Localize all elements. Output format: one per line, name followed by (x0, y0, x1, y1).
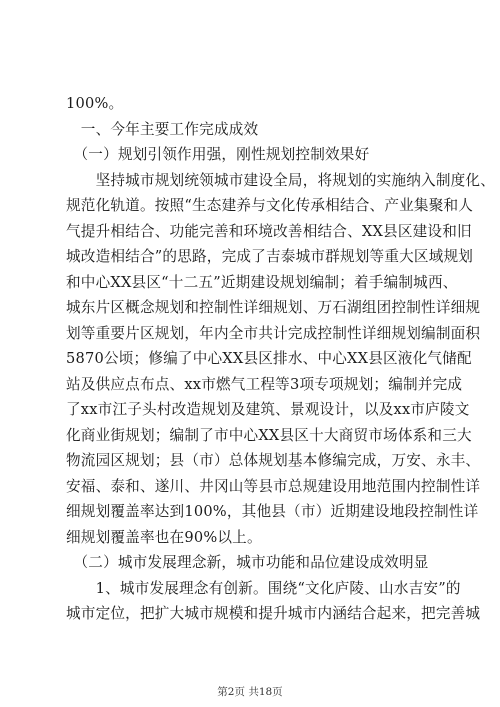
text-line-7: 城改造相结合”的思路，完成了吉泰城市群规划等重大区域规划 (66, 248, 474, 265)
subsection-heading-1: （一）规划引领作用强，刚性规划控制效果好 (66, 146, 370, 163)
text-line-4: 坚持城市规划统领城市建设全局，将规划的实施纳入制度化、 (66, 172, 496, 189)
text-line-12: 站及供应点布点、xx市燃气工程等3项专项规划；编制并完成 (66, 376, 463, 393)
text-line-20: 1、城市发展理念有创新。围绕“文化庐陵、山水吉安”的 (66, 580, 461, 597)
text-line-13: 了xx市江子头村改造规划及建筑、景观设计，以及xx市庐陵文 (66, 401, 470, 418)
text-line-15: 物流园区规划；县（市）总体规划基本修编完成，万安、永丰、 (66, 452, 481, 469)
text-line-18: 细规划覆盖率也在90%以上。 (66, 529, 262, 546)
section-heading-1: 一、今年主要工作完成成效 (66, 121, 259, 138)
text-line-17: 细规划覆盖率达到100%，其他县（市）近期建设地段控制性详 (66, 503, 479, 520)
text-line-16: 安福、泰和、遂川、井冈山等县市总规建设用地范围内控制性详 (66, 478, 481, 495)
text-line-6: 气提升相结合、功能完善和环境改善相结合、XX县区建设和旧 (66, 223, 472, 240)
text-line-21: 城市定位，把扩大城市规模和提升城市内涵结合起来，把完善城 (66, 605, 481, 622)
page-footer: 第2页 共18页 (217, 686, 283, 698)
text-line-5: 规范化轨道。按照“生态建养与文化传承相结合、产业集聚和人 (66, 197, 474, 214)
text-line-1: 100%。 (66, 95, 124, 112)
subsection-heading-2: （二）城市发展理念新，城市功能和品位建设成效明显 (66, 554, 429, 571)
text-line-8: 和中心XX县区“十二五”近期建设规划编制；着手编制城西、 (66, 274, 458, 291)
text-line-10: 划等重要片区规划，年内全市共计完成控制性详细规划编制面积 (66, 325, 481, 342)
text-line-11: 5870公顷；修编了中心XX县区排水、中心XX县区液化气储配 (66, 350, 472, 367)
text-line-9: 城东片区概念规划和控制性详细规划、万石湖组团控制性详细规 (66, 299, 481, 316)
text-line-14: 化商业街规划；编制了市中心XX县区十大商贸市场体系和三大 (66, 427, 472, 444)
